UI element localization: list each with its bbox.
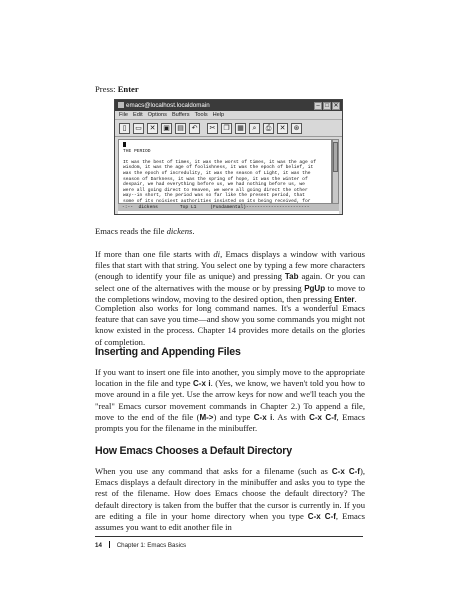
p1-key-pgup: PgUp — [304, 283, 326, 293]
print-icon: ⎙ — [263, 123, 274, 134]
maximize-icon: □ — [323, 102, 331, 110]
menu-tools: Tools — [194, 112, 208, 118]
paragraph-completion-files — [95, 249, 365, 305]
caption-filename: dickens — [166, 226, 193, 236]
caption-end: . — [192, 226, 195, 236]
p3-key-cxi-2: C-x i — [253, 412, 273, 422]
p1-text-e: . — [354, 293, 357, 304]
save-as-icon: ▤ — [175, 123, 186, 134]
p4-key-cxcf: C-x C-f — [331, 467, 360, 476]
p4-text-a: When you use any command that asks for a filename (such as — [95, 466, 332, 476]
paragraph-default-directory — [95, 466, 365, 533]
heading-default-directory: How Emacs Chooses a Default Directory — [95, 445, 292, 457]
p1-text-c: again. Or you can select one of the alternatives with the mouse or by pressing — [95, 271, 365, 293]
window-menu-icon — [118, 102, 124, 108]
press-enter-line — [95, 84, 139, 94]
menu-options: Options — [147, 112, 167, 118]
p4-text-c: , Emacs assumes you want to edit another file in — [95, 510, 365, 533]
undo-icon: ↶ — [189, 123, 200, 134]
buffer-text: THE PERIOD It was the best of times, it was the worst of times, it was the age of wisdom, it was the age of foolishness, it was the epoch of belief, it was the epoch of incredulity, it was the season of Light, it was the season of Darkness, it was the spring of hope, it was the winter of despair, we had everything before us, we had nothing before us, we were all going direct to Heaven, we were all going direct the other way--in short, the period was so far like the present period, that some of its noisiest authorities insisted on its being received, for — [123, 148, 316, 204]
text-cursor — [123, 142, 126, 147]
save-icon: ▣ — [161, 123, 172, 134]
cut-icon: ✂ — [207, 123, 218, 134]
p3-text-e: , Emacs prompts you for the filename in the minibuffer. — [95, 411, 366, 434]
window-titlebar — [115, 100, 342, 111]
p3-text-d: . As with — [272, 411, 310, 422]
p4-key-cxcf-2: C-x C-f — [307, 511, 336, 521]
press-label: Press: — [95, 84, 118, 94]
page-footer — [95, 541, 186, 549]
minimize-icon: – — [314, 102, 322, 110]
menu-bar — [115, 111, 342, 120]
close-icon: ✕ — [333, 102, 339, 109]
footer-rule — [95, 536, 363, 537]
window-controls — [314, 102, 340, 110]
chapter-label: Chapter 1: Emacs Basics — [116, 542, 187, 549]
heading-inserting-appending: Inserting and Appending Files — [95, 346, 241, 358]
p1-text-b: , Emacs displays a window with various files that start with that string. You select one by typing a few more characters (enough to identify your file as unique) and pressing — [95, 249, 366, 282]
menu-buffers: Buffers — [171, 112, 190, 118]
paste-icon: ▦ — [235, 123, 246, 134]
help-icon: ⊛ — [291, 123, 302, 134]
buffer-text-area — [118, 139, 332, 204]
paragraph-inserting — [95, 367, 365, 434]
p1-key-enter: Enter — [334, 294, 355, 304]
menu-help: Help — [212, 112, 225, 118]
p3-key-cxi: C-x i — [193, 379, 211, 389]
open-folder-icon: ▭ — [133, 123, 144, 134]
p1-text-a: If more than one file starts with — [95, 249, 214, 259]
menu-edit: Edit — [133, 112, 143, 118]
p1-di: di — [213, 249, 221, 259]
mode-line: -:-- dickens Top L1 (Fundamental)----------------------- — [118, 204, 339, 211]
menu-file: File — [119, 112, 129, 118]
new-file-icon: ▯ — [119, 123, 130, 134]
scrollbar-thumb — [333, 142, 338, 172]
footer-divider — [109, 541, 110, 548]
tool-bar — [115, 120, 342, 137]
caption-text: Emacs reads the file — [95, 226, 167, 236]
p3-text-b: . (Yes, we know, we haven't told you how to move around in a file yet. Use the arrow keys for now and we'll teach you the "real" Emacs cursor movement commands in Chapter 2.) To append a file, move to the end of the file ( — [95, 378, 365, 422]
p3-text-c: ) and type — [213, 411, 254, 422]
vertical-scrollbar — [332, 139, 339, 204]
p3-key-cxcf: C-x C-f — [309, 412, 337, 422]
page-number: 14 — [95, 542, 102, 549]
p1-key-tab: Tab — [284, 272, 299, 282]
p3-key-mgt: M-> — [199, 412, 214, 422]
paragraph-completion-commands: Completion also works for long command names. It's a wonderful Emacs feature that can save you time—and show you some commands you might not know existed in the process. Chapter 14 provides more details on the glories of completion. — [95, 303, 365, 347]
press-key: Enter — [117, 84, 139, 94]
emacs-window-figure — [114, 99, 343, 215]
minibuffer — [118, 211, 339, 215]
p1-text-d: to move to the completions window, moving to the desired option, then pressing — [95, 282, 365, 304]
close-buffer-icon: ✕ — [147, 123, 158, 134]
preferences-icon: ✕ — [277, 123, 288, 134]
search-icon: ⌕ — [249, 123, 260, 134]
copy-icon: ❐ — [221, 123, 232, 134]
window-title: emacs@localhost.localdomain — [126, 102, 210, 109]
p3-text-a: If you want to insert one file into another, you simply move to the appropriate location in the file and type — [95, 367, 365, 389]
p4-text-b: ), Emacs displays a default directory in the minibuffer and asks you to type the rest of the filename. How does Emacs choose the default directory? The default directory is taken from the buffer that the cursor is currently in. If you are editing a file in your home directory when you type — [95, 466, 365, 521]
figure-caption — [95, 226, 195, 236]
